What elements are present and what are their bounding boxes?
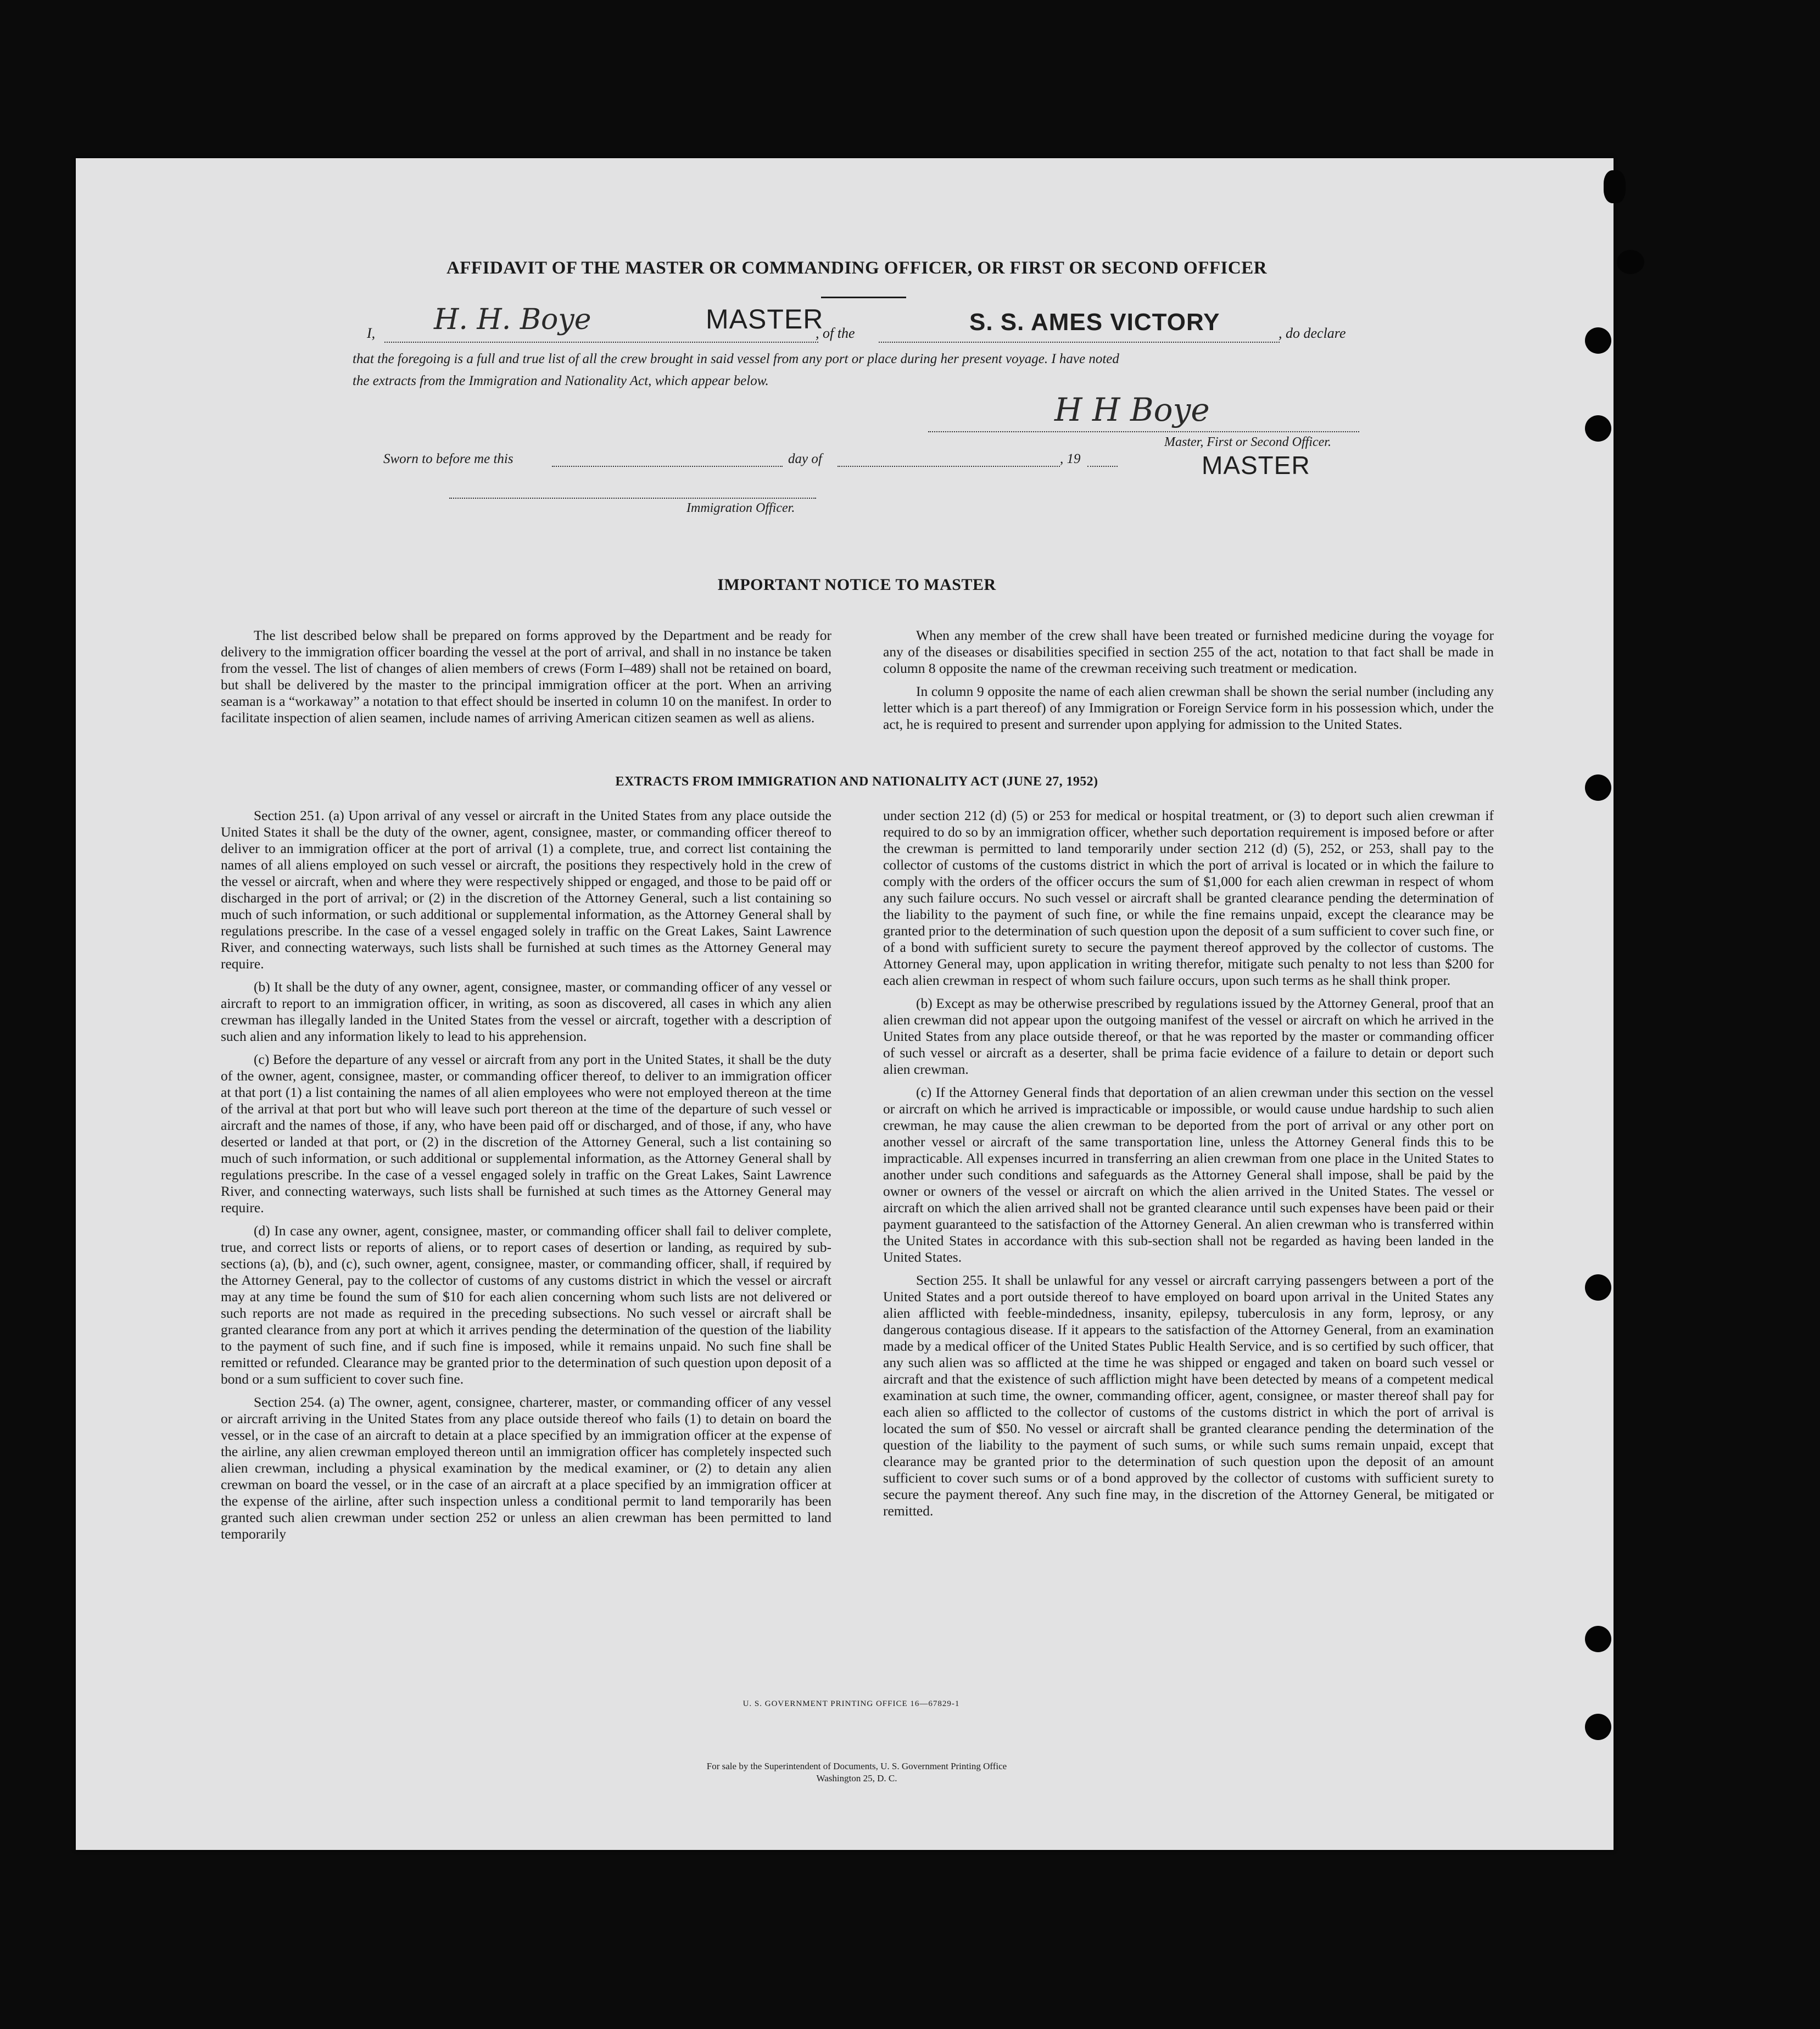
declaration-line-2: the extracts from the Immigration and Nationality Act, which appear below. bbox=[353, 374, 769, 388]
gpo-imprint: U. S. GOVERNMENT PRINTING OFFICE 16—67829-1 bbox=[742, 1699, 960, 1708]
vessel-line bbox=[879, 342, 1280, 343]
of-the-label: , of the bbox=[816, 325, 855, 341]
rank-stamp: MASTER bbox=[706, 304, 824, 335]
year-prefix-label: , 19 bbox=[1060, 451, 1081, 466]
signature-line bbox=[928, 431, 1359, 432]
notice-left-paragraph: The list described below shall be prepared on forms approved by the Department and be ready for delivery to the immigration officer boarding the vessel at the port of arrival, and shall in no instance be taken from the vessel. The list of changes of alien members of crews (Form I–489) shall not be retained on board, but shall be delivered by the master to the principal immigration officer at the port. When an arriving seaman is a “workaway” a notation to that effect should be inserted in column 10 on the manifest. In order to facilitate inspection of alien seamen, include names of arriving American citizen seamen as well as aliens. bbox=[221, 627, 831, 726]
punch-hole bbox=[1585, 1626, 1611, 1652]
extract-paragraph: (b) It shall be the duty of any owner, agent, consignee, master, or commanding officer of any vessel or aircraft to report to an immigration officer, in writing, as soon as discovered, all cases in which any alien crewman has illegally landed in the United States from the vessel or aircraft, together with a description of such alien and any information likely to lead to his apprehension. bbox=[221, 979, 831, 1044]
day-of-label: day of bbox=[788, 451, 822, 466]
extract-paragraph: (c) Before the departure of any vessel or aircraft from any port in the United States, it shall be the duty of the owner, agent, consignee, master, or commanding officer thereof, to deliver to an immigration officer at that port (1) a list containing the names of all alien employees who were not employed thereon at the time of the arrival at that port but who will leave such port thereon at the time of the departure of such vessel or aircraft and the names of those, if any, who have been paid off or discharged, and of those, if any, who have deserted or landed at that port, or (2) in the discretion of the Attorney General, such a list containing so much of such information, or such additional or supplemental information, as the Attorney General shall by regulations prescribe. In the case of a vessel engaged solely in traffic on the Great Lakes, Saint Lawrence River, and connecting waterways, such lists shall be furnished at such times as the Attorney General may require. bbox=[221, 1051, 831, 1216]
notice-left-column bbox=[221, 627, 831, 733]
notice-right-paragraph-2: In column 9 opposite the name of each alien crewman shall be shown the serial number (including any letter which is a part thereof) of any Immigration or Foreign Service form in his possession which, under the act, he is required to present and surrender upon applying for admission to the United States. bbox=[883, 683, 1494, 732]
affidavit-title: AFFIDAVIT OF THE MASTER OR COMMANDING OFFICER, OR FIRST OR SECOND OFFICER bbox=[446, 258, 1268, 278]
master-signature: H H Boye bbox=[1054, 391, 1210, 428]
notice-heading: IMPORTANT NOTICE TO MASTER bbox=[717, 576, 996, 594]
punch-hole bbox=[1585, 1714, 1611, 1740]
officer-signature-line bbox=[449, 498, 816, 499]
name-line bbox=[384, 342, 818, 343]
extracts-left-column bbox=[221, 807, 831, 1549]
sworn-year-line bbox=[1087, 466, 1118, 467]
extract-paragraph: (d) In case any owner, agent, consignee, master, or commanding officer shall fail to deliver complete, true, and correct lists or reports of aliens, or to report cases of desertion or landing, as required by sub-sections (a), (b), and (c), such owner, agent, consignee, master, or commanding officer, shall, if required by the Attorney General, pay to the collector of customs of any customs district in which the vessel or aircraft may at any time be found the sum of $10 for each alien concerning whom such lists are not delivered or such reports are not made as required in the preceding subsections. No such vessel or aircraft shall be granted clearance from any port at which it arrives pending the determination of the question of the liability to the payment of such fine, and if such fine is imposed, while it remains unpaid. No such fine shall be remitted or refunded. Clearance may be granted prior to the determination of such question upon deposit of a bond or a sum sufficient to cover such fine. bbox=[221, 1223, 831, 1387]
punch-hole bbox=[1585, 415, 1611, 442]
extract-paragraph: (c) If the Attorney General finds that deportation of an alien crewman under this section on the vessel or aircraft on which he arrived is impracticable or impossible, or would cause undue hardship to such alien crewman, he may cause the alien crewman to be deported from the port of arrival or any other port on another vessel or aircraft of the same transportation line, unless the Attorney General finds this to be impracticable. All expenses incurred in transferring an alien crewman from one place in the United States to another under such conditions and safeguards as the Attorney General shall impose, shall be paid by the owner or owners of the vessel or aircraft on which the alien arrived in the United States. The vessel or aircraft on which the alien arrived shall not be granted clearance until such expenses have been paid or their payment guaranteed to the satisfaction of the Attorney General. An alien crewman who is transferred within the United States in accordance with this sub-section shall not be regarded as having been landed in the United States. bbox=[883, 1084, 1494, 1265]
sworn-month-line bbox=[838, 466, 1060, 467]
extract-paragraph: (b) Except as may be otherwise prescribed by regulations issued by the Attorney General, proof that an alien crewman did not appear upon the outgoing manifest of the vessel or aircraft on which he arrived in the United States from any place outside thereof, or that he was reported by the master or commanding officer of such vessel or aircraft as a deserter, shall be prima facie evidence of a failure to detain or deport such alien crewman. bbox=[883, 995, 1494, 1077]
title-rule bbox=[821, 297, 906, 298]
extracts-heading: EXTRACTS FROM IMMIGRATION AND NATIONALITY ACT (JUNE 27, 1952) bbox=[615, 774, 1098, 789]
extract-paragraph: Section 255. It shall be unlawful for any vessel or aircraft carrying passengers between a port of the United States and a port outside thereof to have employed on board upon arrival in the United States any alien afflicted with feeble-mindedness, insanity, epilepsy, tuberculosis in any form, leprosy, or any dangerous contagious disease. If it appears to the satisfaction of the Attorney General, from an examination made by a medical officer of the United States Public Health Service, and is so certified by such officer, that any such alien was so afflicted at the time he was shipped or engaged and taken on board such vessel or aircraft and that the existence of such affliction might have been detected by means of a competent medical examination at such time, the owner, commanding officer, agent, consignee, or master thereof shall pay for each alien so afflicted to the collector of customs of the customs district in which the port of arrival is located the sum of $50. No vessel or aircraft shall be granted clearance pending the determination of the question of the liability to the payment of such sums, or while such sums remain unpaid, except that clearance may be granted prior to the determination of such question upon the deposit of an amount sufficient to cover such sums or of a bond approved by the collector of customs with sufficient surety to secure the payment thereof. Any such fine may, in the discretion of the Attorney General, be mitigated or remitted. bbox=[883, 1272, 1494, 1519]
punch-hole bbox=[1585, 1274, 1611, 1301]
punch-hole bbox=[1585, 327, 1611, 354]
do-declare-label: , do declare bbox=[1279, 325, 1346, 341]
sworn-label: Sworn to before me this bbox=[383, 451, 513, 466]
master-name-handwritten: H. H. Boye bbox=[434, 303, 591, 336]
extracts-right-column bbox=[883, 807, 1494, 1526]
signature-caption: Master, First or Second Officer. bbox=[1164, 435, 1331, 449]
sworn-day-line bbox=[552, 466, 783, 467]
sale-line-2: Washington 25, D. C. bbox=[816, 1773, 897, 1783]
punch-hole bbox=[1585, 774, 1611, 801]
notice-right-column bbox=[883, 627, 1494, 739]
extract-paragraph: Section 254. (a) The owner, agent, consignee, charterer, master, or commanding officer of any vessel or aircraft arriving in the United States from any place outside thereof who fails (1) to detain on board the vessel, or in the case of an aircraft to detain at a place specified by an immigration officer at the expense of the airline, any alien crewman employed thereon until an immigration officer has completely inspected such alien crewman, including a physical examination by the medical examiner, or (2) to detain any alien crewman on board the vessel, or in the case of an aircraft at a place specified by an immigration officer at the expense of the airline, after such inspection unless a conditional permit to land temporarily has been granted such alien crewman under section 252 or unless an alien crewman has been permitted to land temporarily bbox=[221, 1394, 831, 1542]
notice-right-paragraph-1: When any member of the crew shall have been treated or furnished medicine during the voyage for any of the diseases or disabilities specified in section 255 of the act, notation to that fact shall be made in column 8 opposite the name of the crewman receiving such treatment or medication. bbox=[883, 627, 1494, 676]
officer-caption: Immigration Officer. bbox=[686, 501, 795, 515]
sale-line-1: For sale by the Superintendent of Documents, U. S. Government Printing Office bbox=[706, 1761, 1007, 1771]
extract-paragraph: under section 212 (d) (5) or 253 for medical or hospital treatment, or (3) to deport such alien crewman if required to do so by an immigration officer, whether such deportation requirement is imposed before or after the crewman is permitted to land temporarily under section 212 (d) (5), 252, or 253, shall pay to the collector of customs of the customs district in which the port of arrival is located or in which the failure to comply with the orders of the officer occurs the sum of $1,000 for each alien crewman in respect of whom any such failure occurs. No such vessel or aircraft shall be granted clearance pending the determination of the liability to the payment of such fine, or while the fine remains unpaid, except the clearance may be granted prior to the determination of such question upon the deposit of a sum sufficient to cover such fine, or of a bond with sufficient surety to secure the payment thereof approved by the collector of customs. The Attorney General may, upon application in writing therefor, mitigate such penalty to not less than $200 for each alien crewman in respect of whom such failure occurs, upon such terms as he shall think proper. bbox=[883, 807, 1494, 988]
vessel-stamp: S. S. AMES VICTORY bbox=[969, 309, 1220, 336]
i-label: I, bbox=[367, 325, 376, 341]
declaration-line-1: that the foregoing is a full and true list of all the crew brought in said vessel from any port or place during her present voyage. I have noted bbox=[353, 352, 1119, 366]
punch-hole bbox=[1604, 170, 1626, 203]
signature-stamp: MASTER bbox=[1202, 451, 1310, 480]
extract-paragraph: Section 251. (a) Upon arrival of any vessel or aircraft in the United States from any place outside the United States it shall be the duty of the owner, agent, consignee, master, or commanding officer thereof to deliver to an immigration officer at the port of arrival (1) a complete, true, and correct list containing the names of all aliens employed on such vessel or aircraft, the positions they respectively hold in the crew of the vessel or aircraft, when and where they were respectively shipped or engaged, and those to be paid off or discharged in the port of arrival; or (2) in the discretion of the Attorney General, such a list containing so much of such information, or such additional or supplemental information, as the Attorney General shall by regulations prescribe. In the case of a vessel engaged solely in traffic on the Great Lakes, Saint Lawrence River, and connecting waterways, such lists shall be furnished at such times as the Attorney General may require. bbox=[221, 807, 831, 972]
